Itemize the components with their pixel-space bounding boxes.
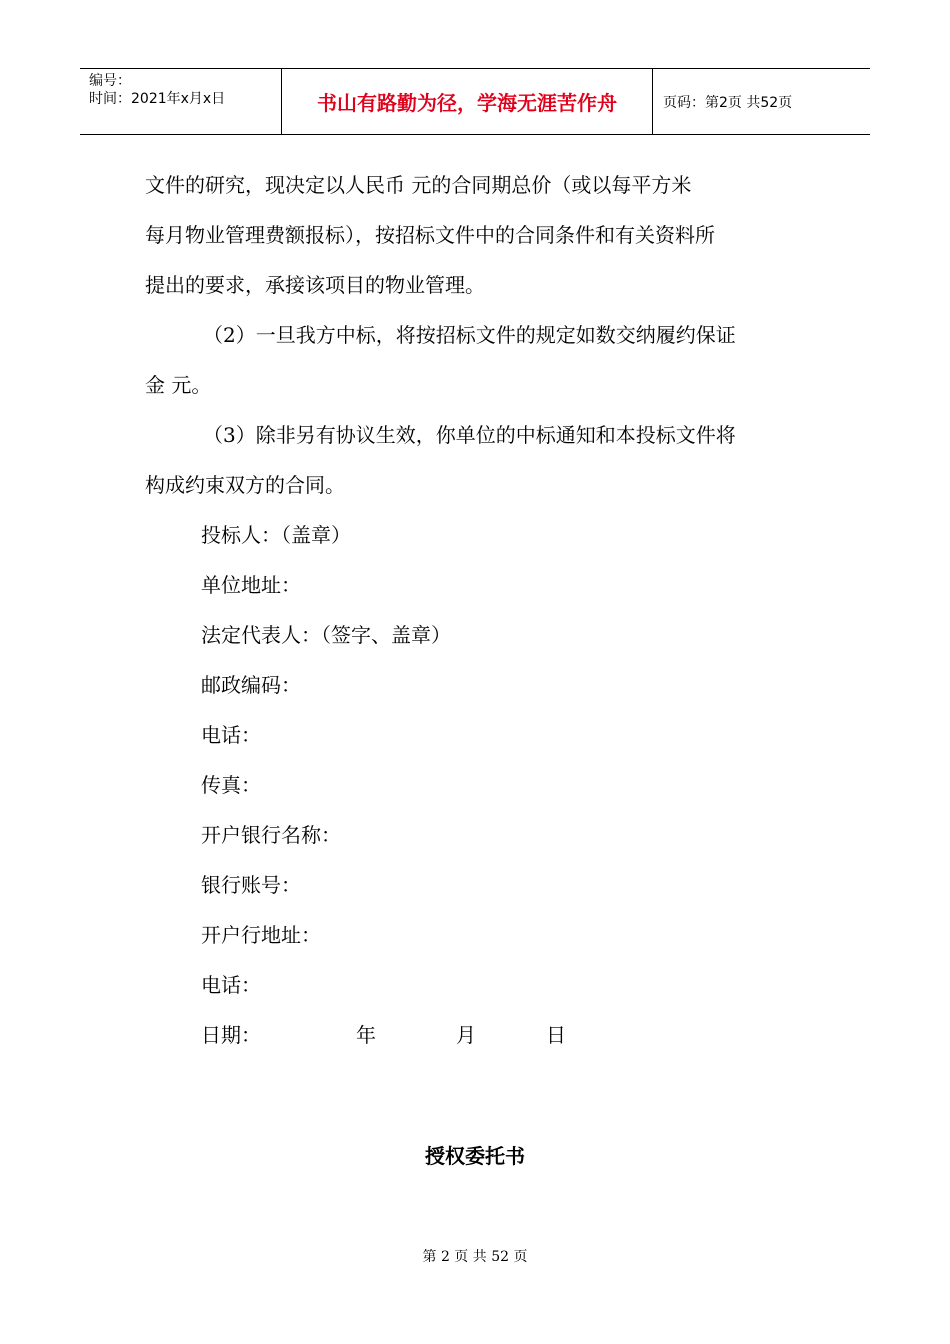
document-date-label: 时间：2021年x月x日 bbox=[89, 91, 226, 107]
postcode-field: 邮政编码： bbox=[201, 673, 301, 697]
document-body bbox=[145, 160, 815, 1060]
paragraph-line: （3）除非另有协议生效，你单位的中标通知和本投标文件将 bbox=[203, 423, 736, 447]
fax-field: 传真： bbox=[201, 773, 261, 797]
paragraph-line: 文件的研究，现决定以人民币 元的合同期总价（或以每平方米 bbox=[145, 173, 692, 197]
section-title: 授权委托书 bbox=[425, 1144, 525, 1168]
phone-field: 电话： bbox=[201, 723, 261, 747]
document-number-label: 编号： bbox=[89, 73, 131, 89]
date-field bbox=[145, 1010, 815, 1060]
address-field: 单位地址： bbox=[201, 573, 301, 597]
header-meta bbox=[80, 69, 282, 134]
legal-rep-field: 法定代表人：（签字、盖章） bbox=[201, 623, 451, 647]
paragraph-line: 每月物业管理费额报标），按招标文件中的合同条件和有关资料所 bbox=[145, 223, 715, 247]
date-label: 日期： bbox=[201, 1023, 261, 1047]
header-motto: 书山有路勤为径，学海无涯苦作舟 bbox=[282, 69, 653, 134]
page-footer: 第 2 页 共 52 页 bbox=[422, 1249, 528, 1265]
date-month: 月 bbox=[456, 1023, 476, 1047]
bank-name-field: 开户银行名称： bbox=[201, 823, 341, 847]
page-header bbox=[80, 68, 870, 135]
date-year: 年 bbox=[356, 1023, 376, 1047]
bidder-field: 投标人：（盖章） bbox=[201, 523, 351, 547]
date-day: 日 bbox=[546, 1023, 566, 1047]
header-page-info: 页码：第2页 共52页 bbox=[663, 94, 793, 111]
paragraph-line: 构成约束双方的合同。 bbox=[145, 473, 345, 497]
paragraph-line: （2）一旦我方中标，将按招标文件的规定如数交纳履约保证 bbox=[203, 323, 736, 347]
phone2-field: 电话： bbox=[201, 973, 261, 997]
bank-account-field: 银行账号： bbox=[201, 873, 301, 897]
paragraph-line: 金 元。 bbox=[145, 373, 212, 397]
paragraph-line: 提出的要求，承接该项目的物业管理。 bbox=[145, 273, 485, 297]
bank-address-field: 开户行地址： bbox=[201, 923, 321, 947]
